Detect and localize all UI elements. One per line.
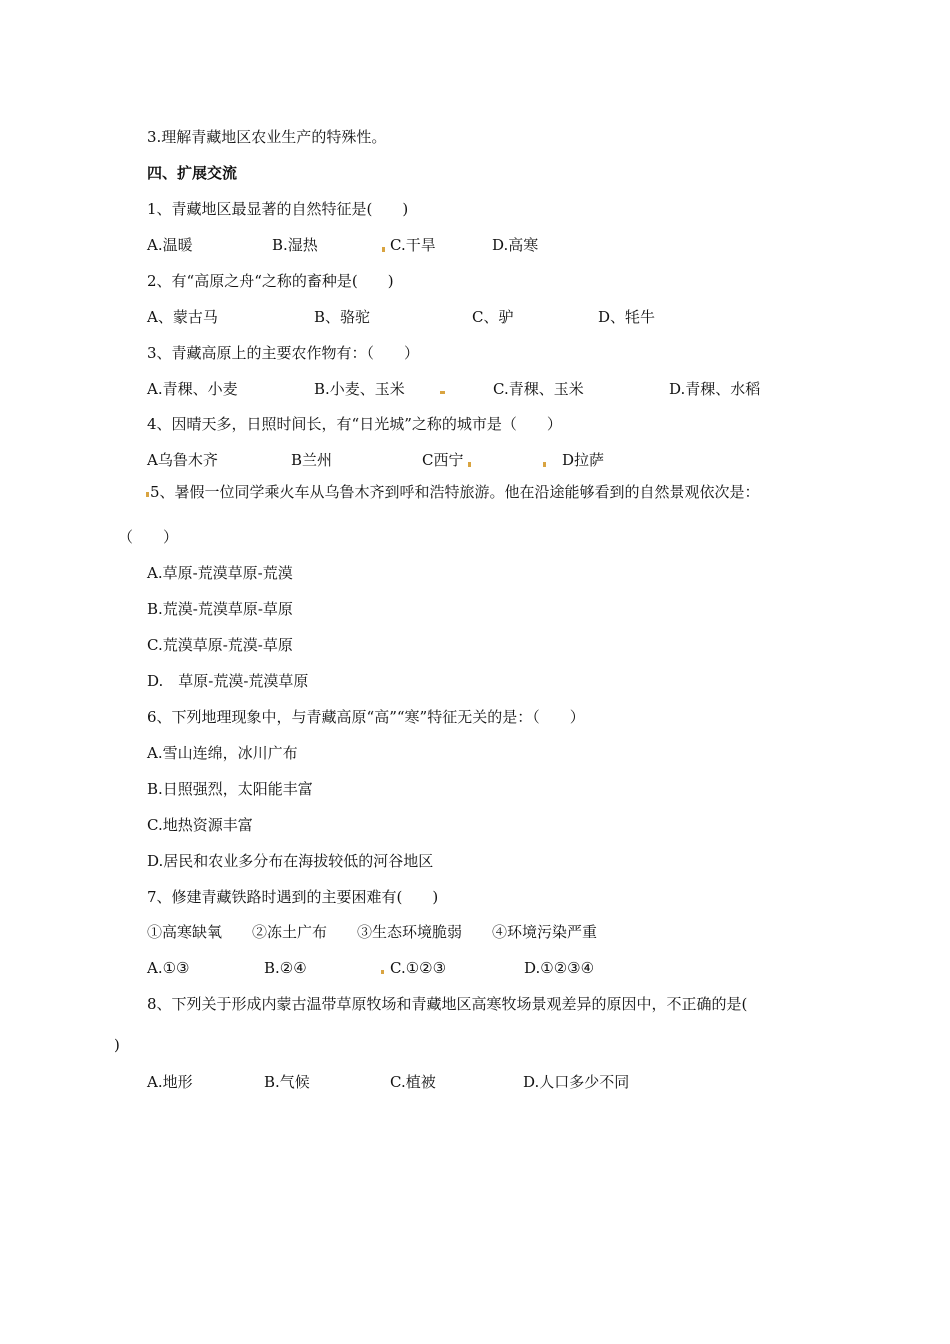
question-1-option-a: A.温暖	[147, 236, 193, 254]
mark-dot	[146, 492, 149, 497]
question-2-stem: 2、有“高原之舟“之称的畜种是( )	[147, 272, 394, 290]
question-1-option-b: B.湿热	[272, 236, 318, 254]
question-6-option-c: C.地热资源丰富	[147, 816, 253, 834]
question-8-stem-continued: )	[114, 1036, 120, 1054]
question-7-option-c: C.①②③	[390, 959, 447, 977]
mark-dot	[440, 391, 445, 394]
question-8-option-c: C.植被	[390, 1073, 436, 1091]
question-1-option-d: D.高寒	[492, 236, 539, 254]
mark-dot	[468, 462, 471, 467]
question-1-option-c: C.干旱	[390, 236, 436, 254]
question-1-stem: 1、青藏地区最显著的自然特征是( )	[147, 200, 409, 218]
question-3-option-a: A.青稞、小麦	[147, 380, 238, 398]
question-8-option-d: D.人口多少不同	[523, 1073, 630, 1091]
question-6-option-a: A.雪山连绵，冰川广布	[147, 744, 298, 762]
mark-dot	[381, 970, 384, 974]
question-7-items: ①高寒缺氧 ②冻土广布 ③生态环境脆弱 ④环境污染严重	[147, 923, 598, 941]
mark-dot	[382, 247, 385, 252]
question-5-stem-continued: （ ）	[118, 528, 179, 546]
question-2-option-b: B、骆驼	[314, 308, 371, 326]
question-6-option-b: B.日照强烈，太阳能丰富	[147, 780, 313, 798]
question-4-option-d: D拉萨	[562, 451, 605, 469]
question-3-stem: 3、青藏高原上的主要农作物有：（ ）	[147, 344, 420, 362]
question-8-stem: 8、下列关于形成内蒙古温带草原牧场和青藏地区高寒牧场景观差异的原因中，不正确的是(	[147, 995, 748, 1013]
question-5-stem: 5、暑假一位同学乘火车从乌鲁木齐到呼和浩特旅游。他在沿途能够看到的自然景观依次是：	[150, 483, 760, 501]
section-intro: 3.理解青藏地区农业生产的特殊性。	[147, 128, 387, 146]
question-2-option-d: D、牦牛	[598, 308, 656, 326]
question-2-option-c: C、驴	[472, 308, 514, 326]
question-3-option-c: C.青稞、玉米	[493, 380, 584, 398]
question-5-option-b: B.荒漠-荒漠草原-草原	[147, 600, 293, 618]
section-title: 四、扩展交流	[147, 164, 238, 182]
question-7-option-d: D.①②③④	[524, 959, 595, 977]
question-8-option-a: A.地形	[147, 1073, 193, 1091]
question-7-stem: 7、修建青藏铁路时遇到的主要困难有( )	[147, 888, 439, 906]
question-2-option-a: A、蒙古马	[147, 308, 218, 326]
question-4-option-a: A乌鲁木齐	[147, 451, 218, 469]
question-5-option-d: D. 草原-荒漠-荒漠草原	[147, 672, 309, 690]
question-6-option-d: D.居民和农业多分布在海拔较低的河谷地区	[147, 852, 434, 870]
mark-dot	[543, 462, 546, 467]
question-7-option-a: A.①③	[147, 959, 190, 977]
question-5-option-c: C.荒漠草原-荒漠-草原	[147, 636, 293, 654]
question-4-stem: 4、因晴天多，日照时间长，有“日光城”之称的城市是（ ）	[147, 415, 562, 433]
question-8-option-b: B.气候	[264, 1073, 310, 1091]
question-6-stem: 6、下列地理现象中，与青藏高原“高”“寒”特征无关的是：（ ）	[147, 708, 585, 726]
question-7-option-b: B.②④	[264, 959, 307, 977]
question-3-option-b: B.小麦、玉米	[314, 380, 405, 398]
question-3-option-d: D.青稞、水稻	[669, 380, 761, 398]
question-4-option-b: B兰州	[291, 451, 333, 469]
question-4-option-c: C西宁	[422, 451, 464, 469]
question-5-option-a: A.草原-荒漠草原-荒漠	[147, 564, 293, 582]
